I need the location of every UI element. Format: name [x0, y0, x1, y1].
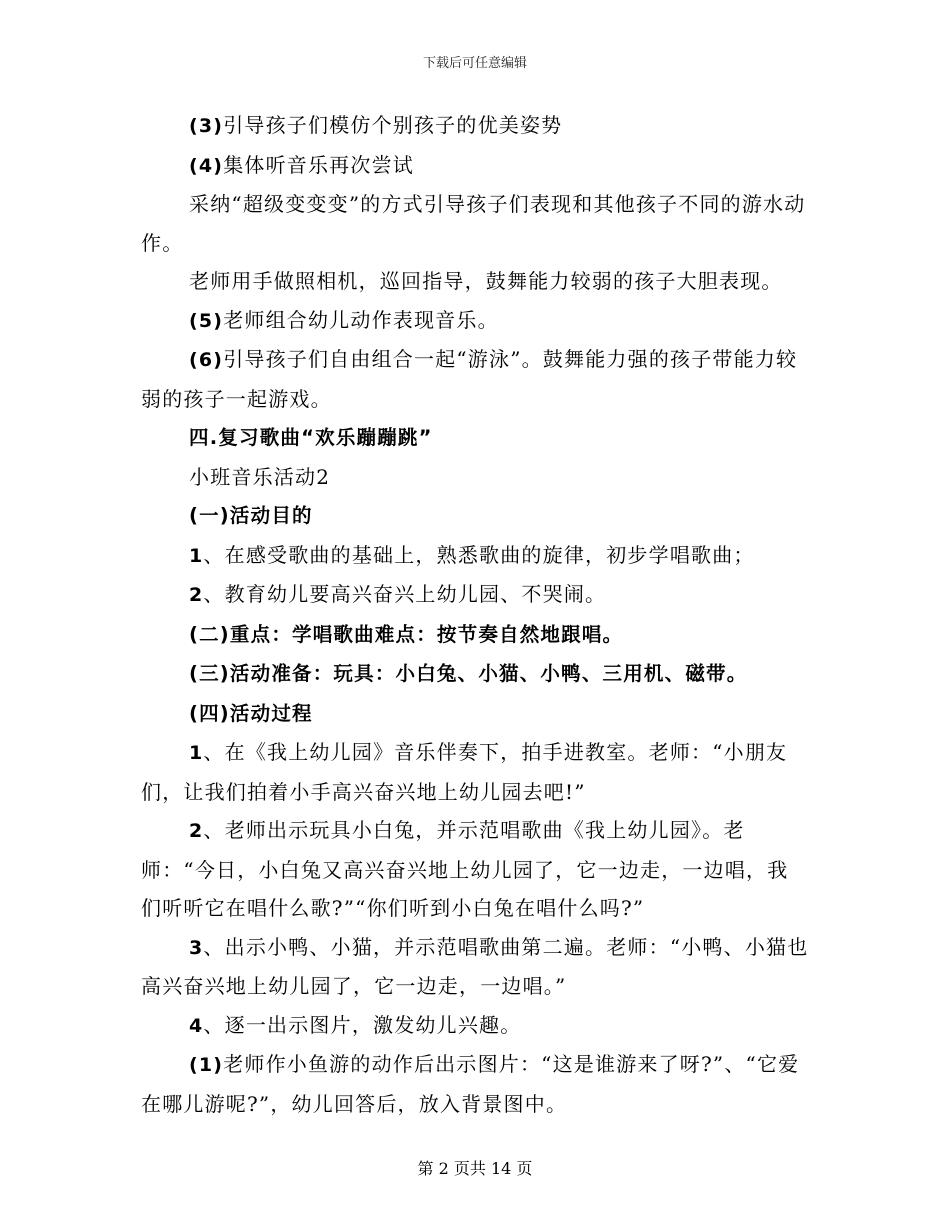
paragraph-text: 集体听音乐再次尝试 — [223, 152, 414, 177]
paragraph-text: (二)重点：学唱歌曲难点：按节奏自然地跟唱。 — [189, 622, 624, 646]
paragraph-number: (1) — [189, 1054, 224, 1076]
paragraph-number: 2 — [189, 584, 204, 606]
page-header: 下载后可任意编辑 — [422, 56, 527, 71]
paragraph — [141, 615, 809, 655]
paragraph-text: 四.复习歌曲“欢乐蹦蹦跳” — [189, 426, 433, 449]
paragraph-number: 1 — [189, 742, 204, 764]
paragraph — [141, 418, 809, 458]
paragraph — [141, 928, 809, 1006]
paragraph-text: (三)活动准备：玩具：小白兔、小猫、小鸭、三用机、磁带。 — [189, 662, 748, 685]
document-body — [141, 106, 809, 1123]
paragraph — [141, 146, 809, 186]
paragraph — [141, 340, 809, 418]
paragraph — [141, 458, 809, 497]
paragraph-text: 、教育幼儿要高兴奋兴上幼儿园、不哭闹。 — [203, 582, 607, 606]
paragraph — [141, 496, 809, 536]
paragraph-text: (一)活动目的 — [189, 504, 313, 527]
paragraph-text: 引导孩子们自由组合一起“游泳”。鼓舞能力强的孩子带能力较弱的孩子一起游戏。 — [141, 347, 798, 411]
paragraph-number: (3) — [189, 115, 224, 137]
paragraph-number: 4 — [189, 1014, 204, 1037]
paragraph-number: (6) — [189, 349, 224, 371]
paragraph — [141, 301, 809, 341]
paragraph-number: (5) — [189, 309, 224, 332]
paragraph — [141, 536, 809, 576]
paragraph-text: 、老师出示玩具小白兔，并示范唱歌曲《我上幼儿园》。老师：“今日，小白兔又高兴奋兴地上幼儿园了，它一边走，一边唱，我们听听它在唱什么歌?”“你们听到小白兔在唱什么吗?” — [141, 818, 789, 920]
paragraph-text: 、在《我上幼儿园》音乐伴奏下，拍手进教室。老师：“小朋友们，让我们拍着小手高兴奋兴地上幼儿园去吧!” — [141, 740, 788, 804]
paragraph-text: 老师用手做照相机，巡回指导，鼓舞能力较弱的孩子大胆表现。 — [189, 269, 783, 293]
paragraph-text: 、逐一出示图片，激发幼儿兴趣。 — [203, 1012, 522, 1037]
paragraph — [141, 185, 809, 262]
paragraph — [141, 733, 809, 811]
paragraph-text: 老师作小鱼游的动作后出示图片：“这是谁游来了呀?”、“它爱在哪儿游呢?”，幼儿回答后，放入背景图中。 — [141, 1052, 800, 1116]
page-footer: 第 2 页共 14 页 — [417, 1159, 533, 1178]
paragraph-number: 2 — [189, 820, 204, 842]
paragraph-text: 、在感受歌曲的基础上，熟悉歌曲的旋律，初步学唱歌曲； — [203, 542, 755, 567]
paragraph-text: 采纳“超级变变变”的方式引导孩子们表现和其他孩子不同的游水动作。 — [141, 192, 806, 255]
paragraph — [141, 654, 809, 694]
paragraph-text: 、出示小鸭、小猫，并示范唱歌曲第二遍。老师：“小鸭、小猫也高兴奋兴地上幼儿园了，它一边走，一边唱。” — [141, 934, 809, 998]
paragraph-number: 3 — [189, 936, 204, 959]
paragraph-text: 老师组合幼儿动作表现音乐。 — [223, 307, 499, 332]
paragraph-text: (四)活动过程 — [189, 701, 313, 725]
paragraph — [141, 694, 809, 734]
paragraph — [141, 1045, 809, 1123]
paragraph — [141, 106, 809, 146]
paragraph-number: 1 — [189, 544, 204, 567]
paragraph — [141, 811, 809, 928]
paragraph-text: 小班音乐活动2 — [189, 464, 331, 489]
paragraph-text: 引导孩子们模仿个别孩子的优美姿势 — [223, 113, 563, 137]
paragraph — [141, 1006, 809, 1046]
paragraph — [141, 262, 809, 301]
paragraph-number: (4) — [189, 154, 224, 177]
paragraph — [141, 575, 809, 615]
